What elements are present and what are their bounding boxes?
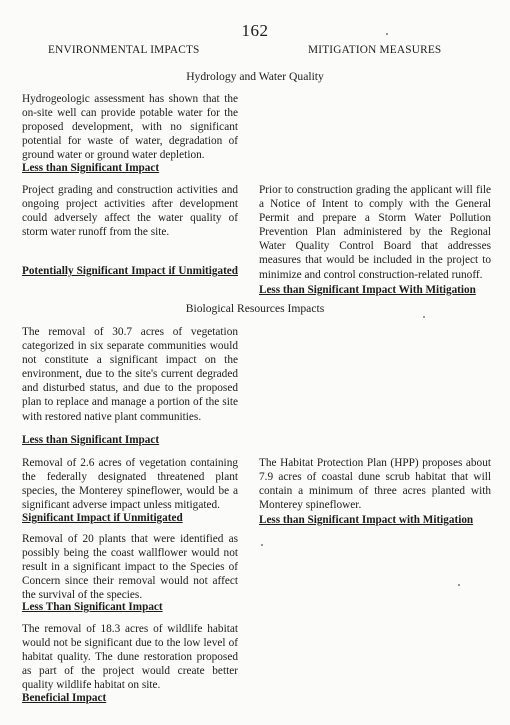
section-title-biological: Biological Resources Impacts [185, 302, 325, 315]
finding-less-than-significant-vegetation: Less than Significant Impact [22, 434, 160, 446]
finding-potentially-significant: Potentially Significant Impact if Unmitigated [22, 265, 238, 277]
finding-beneficial-impact: Beneficial Impact [22, 692, 107, 704]
page-number: 162 [241, 21, 269, 40]
impact-paragraph-vegetation-removal: The removal of 30.7 acres of vegetation categorized in six separate communities would not constitute a significant impact on the environment, due to the site's current degraded and disturbed status, and due to the proposed plan to replace and manage a portion of the site with restored native plant communities. [22, 326, 238, 423]
scan-speck [458, 584, 460, 586]
environmental-impacts-column-heading: ENVIRONMENTAL IMPACTS [48, 44, 200, 56]
impact-paragraph-hydrogeologic: Hydrogeologic assessment has shown that the on-site well can provide potable water for the proposed development, with no significant potential for waste of water, degradation of ground water or ground water depletion. [22, 93, 238, 162]
scan-speck [386, 33, 388, 35]
mitigation-paragraph-habitat-protection: The Habitat Protection Plan (HPP) proposes about 7.9 acres of coastal dune scrub habitat that will contain a minimum of three acres planted with Monterey spineflower. [259, 457, 491, 512]
scan-speck [423, 316, 425, 318]
section-title-hydrology: Hydrology and Water Quality [186, 70, 324, 83]
finding-significant-if-unmitigated: Significant Impact if Unmitigated [22, 512, 183, 524]
finding-less-than-significant-wallflower: Less Than Significant Impact [22, 601, 163, 613]
scan-speck [261, 544, 263, 546]
impact-paragraph-grading: Project grading and construction activities and ongoing project activities after development could adversely affect the water quality of storm water runoff from the site. [22, 184, 238, 239]
impact-paragraph-wallflower: Removal of 20 plants that were identified as possibly being the coast wallflower would not result in a significant impact to the Species of Concern since their removal would not affect the survival of the species. [22, 533, 238, 602]
mitigation-finding-spineflower: Less than Significant Impact with Mitigation [259, 514, 474, 526]
mitigation-finding-with-mitigation: Less than Significant Impact With Mitigation [259, 284, 476, 296]
impact-paragraph-spineflower: Removal of 2.6 acres of vegetation containing the federally designated threatened plant species, the Monterey spineflower, would be a significant adverse impact unless mitigated. [22, 457, 238, 512]
mitigation-paragraph-storm-water: Prior to construction grading the applicant will file a Notice of Intent to comply with the General Permit and prepare a Storm Water Pollution Prevention Plan administered by the Regional Water Quality Control Board that addresses measures that would be included in the project to minimize and control construction-related runoff. [259, 184, 491, 281]
finding-less-than-significant: Less than Significant Impact [22, 162, 160, 174]
mitigation-measures-column-heading: MITIGATION MEASURES [308, 44, 442, 56]
impact-paragraph-wildlife-habitat: The removal of 18.3 acres of wildlife habitat would not be significant due to the low level of habitat quality. The dune restoration proposed as part of the project would create better quality wildlife habitat on site. [22, 623, 238, 692]
